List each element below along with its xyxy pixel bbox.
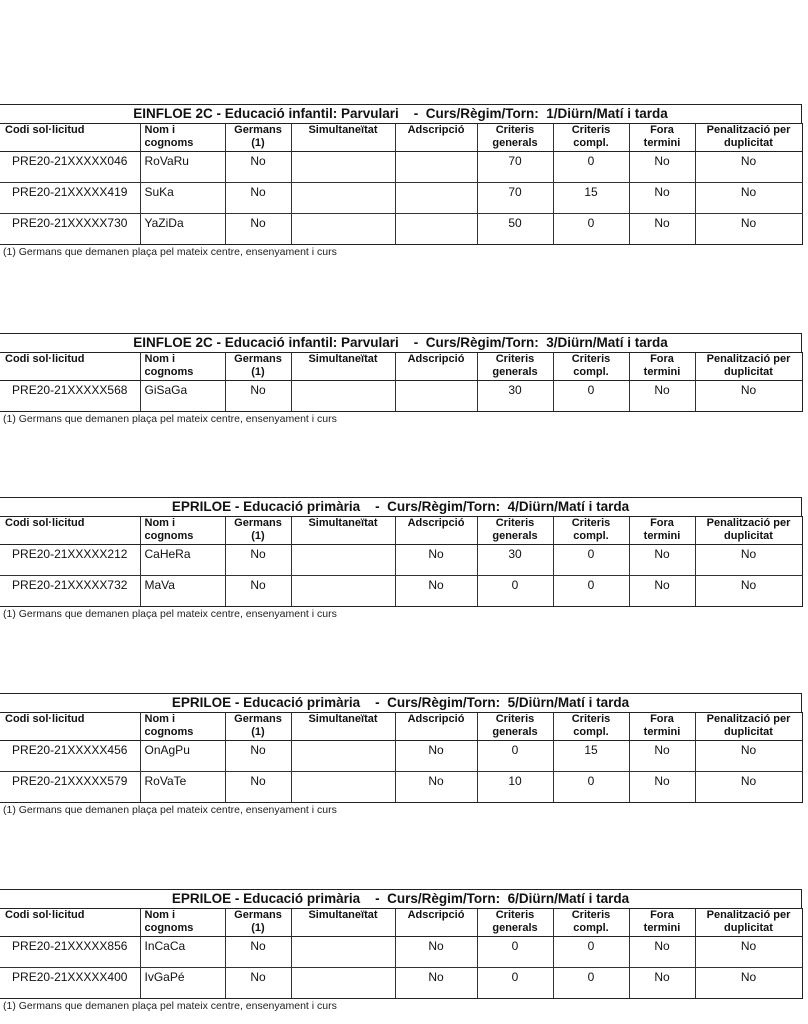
table-cell: 0 [553,214,629,245]
table-cell [395,183,477,214]
column-header: Adscripció [395,713,477,741]
table-row [0,741,802,772]
table-cell: InCaCa [140,937,225,968]
table-cell [291,937,395,968]
table-cell: OnAgPu [140,741,225,772]
column-header: Criteris compl. [553,909,629,937]
table-cell: GiSaGa [140,381,225,412]
column-header: Nom i cognoms [140,517,225,545]
table-cell: No [225,576,291,607]
table-cell: PRE20-21XXXXX212 [0,545,140,576]
section-title: EPRILOE - Educació primària - Curs/Règim/Torn: 5/Diürn/Matí i tarda [0,693,802,712]
column-header: Nom i cognoms [140,909,225,937]
section-title: EINFLOE 2C - Educació infantil: Parvulari - Curs/Règim/Torn: 3/Diürn/Matí i tarda [0,333,802,352]
table-cell: MaVa [140,576,225,607]
column-header: Codi sol·licitud [0,124,140,152]
table-row [0,937,802,968]
column-header: Fora termini [629,713,695,741]
table-cell: 0 [553,152,629,183]
column-header: Penalització per duplicitat [695,909,802,937]
table-cell: PRE20-21XXXXX730 [0,214,140,245]
table-cell: 0 [477,741,553,772]
applications-table [0,352,803,412]
column-header: Adscripció [395,909,477,937]
table-cell: No [225,545,291,576]
table-cell: 0 [553,968,629,999]
table-cell: PRE20-21XXXXX856 [0,937,140,968]
table-cell: No [629,381,695,412]
column-header: Simultaneïtat [291,713,395,741]
column-header: Simultaneïtat [291,909,395,937]
table-cell: 15 [553,741,629,772]
column-header: Fora termini [629,517,695,545]
applications-table [0,712,803,803]
applications-table [0,516,803,607]
table-row [0,152,802,183]
table-cell: No [629,772,695,803]
table-cell: 50 [477,214,553,245]
table-cell: No [225,741,291,772]
table-cell: No [225,937,291,968]
footnote: (1) Germans que demanen plaça pel mateix centre, ensenyament i curs [3,246,337,258]
table-cell: No [395,576,477,607]
table-cell: 70 [477,152,553,183]
table-cell: No [695,214,802,245]
column-header: Criteris generals [477,713,553,741]
footnote: (1) Germans que demanen plaça pel mateix centre, ensenyament i curs [3,608,337,620]
table-cell: No [395,937,477,968]
table-cell: No [629,214,695,245]
report-section [0,104,802,259]
table-cell: 0 [477,576,553,607]
column-header: Simultaneïtat [291,517,395,545]
column-header: Germans (1) [225,909,291,937]
table-cell: No [695,545,802,576]
report-section [0,889,802,1013]
column-header: Criteris compl. [553,353,629,381]
table-cell: No [695,381,802,412]
column-header: Codi sol·licitud [0,353,140,381]
header-row [0,517,802,545]
table-cell: No [225,183,291,214]
table-cell: 30 [477,545,553,576]
table-cell: 0 [553,545,629,576]
table-cell: IvGaPé [140,968,225,999]
table-cell: SuKa [140,183,225,214]
table-cell: RoVaTe [140,772,225,803]
column-header: Criteris compl. [553,713,629,741]
column-header: Germans (1) [225,713,291,741]
table-row [0,214,802,245]
table-cell: No [629,968,695,999]
header-row [0,124,802,152]
table-cell: No [225,152,291,183]
column-header: Germans (1) [225,124,291,152]
table-cell: No [695,183,802,214]
table-cell: No [695,772,802,803]
column-header: Criteris generals [477,124,553,152]
table-cell [291,214,395,245]
table-cell: 0 [477,968,553,999]
header-row [0,909,802,937]
table-cell: 0 [553,381,629,412]
table-cell [291,545,395,576]
column-header: Fora termini [629,353,695,381]
column-header: Nom i cognoms [140,124,225,152]
column-header: Simultaneïtat [291,124,395,152]
table-cell: 0 [553,937,629,968]
table-cell [291,576,395,607]
table-cell: No [629,576,695,607]
table-cell: 15 [553,183,629,214]
table-cell: 70 [477,183,553,214]
table-cell: 0 [553,772,629,803]
table-cell [395,381,477,412]
column-header: Fora termini [629,909,695,937]
table-cell: PRE20-21XXXXX046 [0,152,140,183]
column-header: Criteris generals [477,517,553,545]
report-section [0,333,802,426]
table-row [0,576,802,607]
footnote: (1) Germans que demanen plaça pel mateix centre, ensenyament i curs [3,804,337,816]
table-cell: No [395,968,477,999]
section-title: EINFLOE 2C - Educació infantil: Parvulari - Curs/Règim/Torn: 1/Diürn/Matí i tarda [0,104,802,123]
table-cell [291,968,395,999]
section-title: EPRILOE - Educació primària - Curs/Règim/Torn: 6/Diürn/Matí i tarda [0,889,802,908]
table-cell: PRE20-21XXXXX732 [0,576,140,607]
table-cell: 10 [477,772,553,803]
table-cell: No [395,741,477,772]
footnote: (1) Germans que demanen plaça pel mateix centre, ensenyament i curs [3,413,337,425]
column-header: Codi sol·licitud [0,909,140,937]
table-cell: YaZiDa [140,214,225,245]
table-cell: PRE20-21XXXXX456 [0,741,140,772]
table-row [0,381,802,412]
table-cell [291,741,395,772]
table-cell: No [695,152,802,183]
footnote: (1) Germans que demanen plaça pel mateix centre, ensenyament i curs [3,1000,337,1012]
applications-table [0,908,803,999]
table-cell: 0 [553,576,629,607]
table-cell: PRE20-21XXXXX568 [0,381,140,412]
column-header: Criteris compl. [553,517,629,545]
table-cell [291,772,395,803]
column-header: Penalització per duplicitat [695,353,802,381]
table-row [0,968,802,999]
table-cell: PRE20-21XXXXX579 [0,772,140,803]
table-cell [291,152,395,183]
table-row [0,183,802,214]
table-cell: PRE20-21XXXXX400 [0,968,140,999]
column-header: Germans (1) [225,353,291,381]
table-cell: No [225,772,291,803]
table-cell: 0 [477,937,553,968]
header-row [0,713,802,741]
column-header: Codi sol·licitud [0,713,140,741]
table-cell [291,381,395,412]
report-section [0,497,802,621]
column-header: Nom i cognoms [140,353,225,381]
table-cell [395,214,477,245]
column-header: Nom i cognoms [140,713,225,741]
table-cell: RoVaRu [140,152,225,183]
column-header: Fora termini [629,124,695,152]
table-cell: No [695,937,802,968]
column-header: Criteris compl. [553,124,629,152]
table-cell: 30 [477,381,553,412]
table-row [0,545,802,576]
column-header: Adscripció [395,517,477,545]
table-cell [291,183,395,214]
table-cell [395,152,477,183]
column-header: Adscripció [395,353,477,381]
table-cell: No [225,214,291,245]
table-cell: No [225,381,291,412]
table-cell: No [629,183,695,214]
column-header: Penalització per duplicitat [695,517,802,545]
column-header: Adscripció [395,124,477,152]
table-cell: CaHeRa [140,545,225,576]
table-cell: No [225,968,291,999]
table-cell: No [629,741,695,772]
table-cell: No [695,576,802,607]
table-row [0,772,802,803]
applications-table [0,123,803,245]
table-cell: No [395,545,477,576]
report-section [0,693,802,817]
column-header: Penalització per duplicitat [695,713,802,741]
column-header: Penalització per duplicitat [695,124,802,152]
table-cell: PRE20-21XXXXX419 [0,183,140,214]
column-header: Germans (1) [225,517,291,545]
section-title: EPRILOE - Educació primària - Curs/Règim/Torn: 4/Diürn/Matí i tarda [0,497,802,516]
table-cell: No [629,152,695,183]
table-cell: No [629,545,695,576]
column-header: Criteris generals [477,909,553,937]
column-header: Codi sol·licitud [0,517,140,545]
table-cell: No [695,741,802,772]
column-header: Criteris generals [477,353,553,381]
table-cell: No [629,937,695,968]
header-row [0,353,802,381]
table-cell: No [395,772,477,803]
table-cell: No [695,968,802,999]
column-header: Simultaneïtat [291,353,395,381]
